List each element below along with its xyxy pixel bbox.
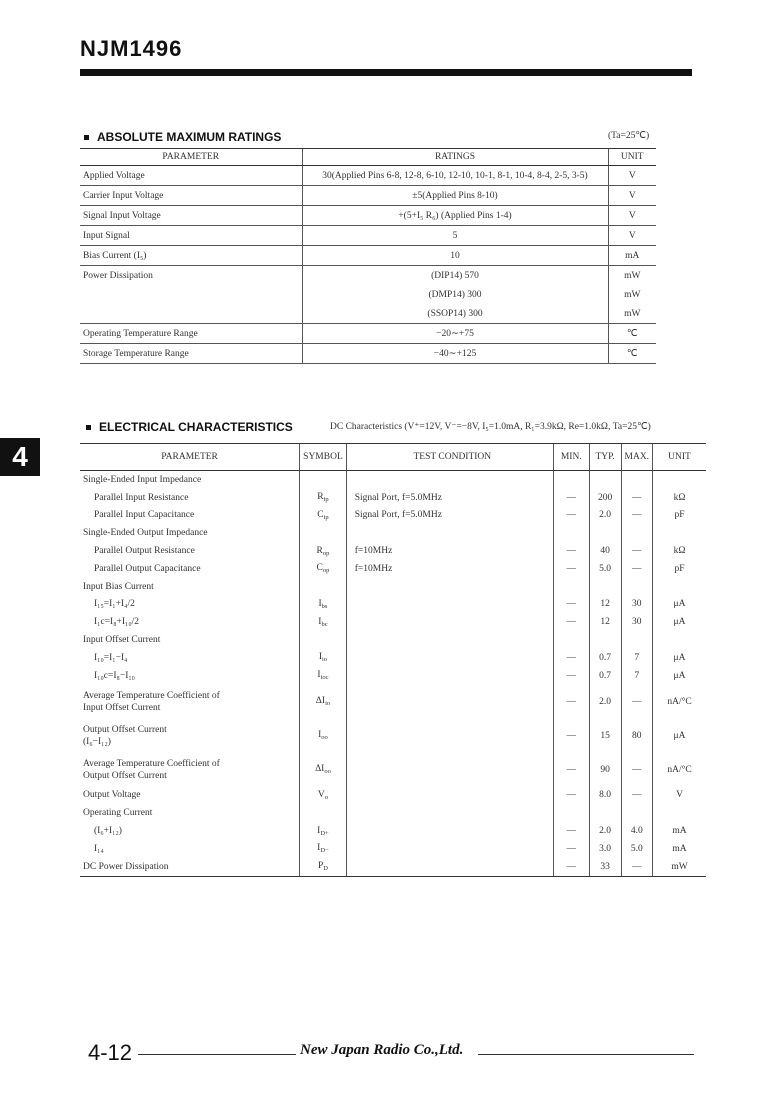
amr-cell-parameter: Signal Input Voltage	[80, 206, 302, 226]
ec-cell-condition	[346, 840, 553, 858]
ec-section-title	[86, 420, 293, 434]
ec-cell-typ	[589, 524, 621, 542]
ec-cell-max: —	[621, 787, 653, 805]
symbol-subscript: ioc	[320, 674, 329, 682]
amr-cell-parameter: Operating Temperature Range	[80, 324, 302, 344]
ec-cell-condition: Signal Port, f=5.0MHz	[346, 489, 553, 507]
ec-cell-max: —	[621, 507, 653, 525]
symbol-main: I	[318, 730, 322, 741]
amr-cell-unit: mW	[608, 304, 656, 324]
ec-row	[80, 649, 706, 667]
ec-cell-parameter: Output Voltage	[83, 790, 141, 801]
page-number: 4-12	[88, 1040, 133, 1065]
absolute-maximum-ratings-table	[80, 148, 656, 364]
ec-cell-max: 4.0	[621, 822, 653, 840]
ec-cell-min: —	[553, 822, 589, 840]
amr-cell-parameter: Applied Voltage	[80, 166, 302, 186]
ec-cell-unit: nA/°C	[653, 753, 706, 787]
ec-row	[80, 753, 706, 787]
symbol-main: I	[318, 652, 322, 663]
amr-cell-unit: mW	[608, 285, 656, 304]
ec-cell-condition: f=10MHz	[346, 542, 553, 560]
ec-cell-parameter: DC Power Dissipation	[80, 858, 300, 876]
ec-cell-condition	[346, 667, 553, 685]
ec-cell-parameter: Operating Current	[83, 808, 153, 819]
amr-row	[80, 226, 656, 246]
ec-row	[80, 631, 706, 649]
chapter-tab: 4	[0, 438, 40, 476]
ec-cell-min	[553, 578, 589, 596]
ec-cell-typ: 2.0	[589, 507, 621, 525]
ec-cell-typ: 8.0	[589, 787, 621, 805]
ec-cell-symbol	[300, 840, 347, 858]
amr-cell-ratings: −20∼+75	[302, 324, 608, 344]
ec-cell-symbol	[300, 858, 347, 876]
ec-cell-condition	[346, 858, 553, 876]
ec-cell-parameter: Average Temperature Coefficient of Output Offset Current	[83, 758, 220, 781]
ec-cell-max: 7	[621, 649, 653, 667]
ec-header-parameter: PARAMETER	[80, 444, 300, 471]
ec-cell-unit: kΩ	[653, 489, 706, 507]
ec-cell-condition	[346, 471, 553, 489]
ec-cell-max: —	[621, 489, 653, 507]
ec-cell-typ: 2.0	[589, 822, 621, 840]
ec-cell-unit	[653, 804, 706, 822]
ec-cell-min: —	[553, 649, 589, 667]
amr-cell-ratings: 30(Applied Pins 6-8, 12-8, 6-10, 12-10, 10-1, 8-1, 10-4, 8-4, 2-5, 3-5)	[302, 166, 608, 186]
ec-cell-unit: mA	[653, 822, 706, 840]
ec-cell-condition	[346, 685, 553, 719]
ec-cell-min	[553, 471, 589, 489]
symbol-main: V	[317, 789, 325, 800]
symbol-subscript: op	[322, 549, 330, 557]
ec-cell-unit	[653, 631, 706, 649]
ec-row	[80, 804, 706, 822]
symbol-main: I	[318, 616, 322, 627]
ec-cell-symbol	[300, 524, 347, 542]
square-bullet-icon	[86, 425, 91, 430]
ec-cell-condition	[346, 787, 553, 805]
ec-row	[80, 719, 706, 753]
symbol-main: ΔI	[315, 696, 326, 707]
header-rule	[80, 69, 692, 76]
ec-cell-unit: μA	[653, 596, 706, 614]
symbol-subscript: io	[325, 700, 331, 708]
ec-cell-symbol	[300, 822, 347, 840]
ec-cell-parameter: Parallel Output Capacitance	[94, 563, 201, 574]
ec-cell-typ: 12	[589, 596, 621, 614]
ec-cell-typ: 33	[589, 858, 621, 876]
ec-cell-typ: 5.0	[589, 560, 621, 578]
ec-cell-typ: 90	[589, 753, 621, 787]
company-logo-text: New Japan Radio Co.,Ltd.	[300, 1042, 464, 1058]
amr-cell-ratings: (SSOP14) 300	[302, 304, 608, 324]
ec-cell-condition	[346, 804, 553, 822]
symbol-main: R	[317, 492, 324, 503]
symbol-subscript: op	[322, 567, 330, 575]
ec-cell-parameter: Parallel Output Resistance	[94, 546, 195, 557]
symbol-main: I	[317, 825, 321, 836]
ec-row	[80, 822, 706, 840]
ec-cell-condition	[346, 719, 553, 753]
amr-condition: (Ta=25℃)	[608, 131, 650, 141]
ec-cell-max: —	[621, 542, 653, 560]
amr-row	[80, 285, 656, 304]
ec-cell-min: —	[553, 596, 589, 614]
ec-cell-typ: 0.7	[589, 667, 621, 685]
amr-cell-ratings: +(5+I₅ R₆) (Applied Pins 1-4)	[302, 206, 608, 226]
ec-cell-max: —	[621, 858, 653, 876]
ec-cell-unit: μA	[653, 649, 706, 667]
amr-cell-unit: V	[608, 166, 656, 186]
symbol-main: C	[317, 509, 324, 520]
ec-cell-parameter: I₁₀=I₁−I₄	[94, 652, 128, 663]
ec-cell-symbol	[300, 613, 347, 631]
ec-row	[80, 840, 706, 858]
ec-cell-symbol	[300, 719, 347, 753]
ec-cell-max	[621, 524, 653, 542]
ec-cell-min: —	[553, 858, 589, 876]
amr-section-title	[84, 130, 281, 144]
ec-cell-condition	[346, 613, 553, 631]
ec-cell-typ: 3.0	[589, 840, 621, 858]
amr-row	[80, 246, 656, 266]
amr-cell-ratings: (DIP14) 570	[302, 266, 608, 286]
symbol-main: P	[317, 861, 324, 872]
ec-cell-min: —	[553, 787, 589, 805]
ec-cell-condition	[346, 649, 553, 667]
ec-row	[80, 613, 706, 631]
ec-cell-unit	[653, 524, 706, 542]
symbol-subscript: ip	[323, 496, 329, 504]
amr-cell-parameter: Bias Current (I₅)	[80, 246, 302, 266]
ec-cell-min	[553, 631, 589, 649]
ec-cell-symbol	[300, 753, 347, 787]
ec-cell-max: —	[621, 753, 653, 787]
ec-cell-parameter: I₁c=I₈+I₁₀/2	[94, 617, 140, 628]
ec-cell-unit: kΩ	[653, 542, 706, 560]
ec-cell-condition	[346, 524, 553, 542]
ec-cell-symbol	[300, 685, 347, 719]
ec-cell-max: —	[621, 685, 653, 719]
symbol-main: I	[317, 843, 321, 854]
ec-cell-condition: f=10MHz	[346, 560, 553, 578]
amr-cell-unit: mW	[608, 266, 656, 286]
amr-cell-parameter	[80, 304, 302, 324]
ec-cell-min	[553, 804, 589, 822]
ec-header-unit: UNIT	[653, 444, 706, 471]
ec-cell-min: —	[553, 613, 589, 631]
ec-cell-min: —	[553, 685, 589, 719]
ec-header-typ: TYP.	[589, 444, 621, 471]
ec-cell-condition: Signal Port, f=5.0MHz	[346, 507, 553, 525]
ec-cell-max: 30	[621, 596, 653, 614]
ec-cell-symbol	[300, 596, 347, 614]
amr-header-ratings: RATINGS	[302, 149, 608, 166]
ec-row	[80, 787, 706, 805]
amr-row	[80, 186, 656, 206]
ec-cell-condition	[346, 822, 553, 840]
ec-cell-condition	[346, 753, 553, 787]
ec-cell-unit: mW	[653, 858, 706, 876]
ec-cell-symbol	[300, 649, 347, 667]
ec-cell-condition	[346, 578, 553, 596]
amr-row	[80, 266, 656, 286]
amr-cell-ratings: −40∼+125	[302, 344, 608, 364]
ec-cell-symbol	[300, 471, 347, 489]
ec-row	[80, 542, 706, 560]
ec-cell-min: —	[553, 489, 589, 507]
ec-cell-symbol	[300, 787, 347, 805]
symbol-subscript: o	[324, 793, 329, 801]
amr-row	[80, 166, 656, 186]
amr-cell-unit: mA	[608, 246, 656, 266]
ec-cell-parameter: Single-Ended Input Impedance	[83, 474, 202, 485]
ec-cell-symbol	[300, 667, 347, 685]
symbol-subscript: bs	[321, 602, 328, 610]
ec-cell-parameter: I₁₀c=I₈−I₁₀	[94, 670, 135, 681]
ec-cell-max: 5.0	[621, 840, 653, 858]
ec-cell-max: —	[621, 560, 653, 578]
symbol-subscript: oo	[324, 768, 331, 776]
amr-row	[80, 206, 656, 226]
symbol-main: C	[316, 563, 323, 574]
ec-cell-min: —	[553, 719, 589, 753]
ec-cell-symbol	[300, 578, 347, 596]
amr-cell-parameter: Carrier Input Voltage	[80, 186, 302, 206]
amr-cell-ratings: 5	[302, 226, 608, 246]
ec-cell-min: —	[553, 667, 589, 685]
amr-cell-ratings: (DMP14) 300	[302, 285, 608, 304]
amr-header-unit: UNIT	[608, 149, 656, 166]
ec-cell-max	[621, 631, 653, 649]
ec-cell-min: —	[553, 507, 589, 525]
square-bullet-icon	[84, 135, 89, 140]
ec-header-min: MIN.	[553, 444, 589, 471]
ec-row	[80, 507, 706, 525]
ec-cell-typ: 12	[589, 613, 621, 631]
ec-cell-symbol	[300, 507, 347, 525]
amr-cell-parameter	[80, 285, 302, 304]
ec-cell-unit: pF	[653, 507, 706, 525]
ec-cell-min: —	[553, 753, 589, 787]
ec-cell-parameter: Single-Ended Output Impedance	[83, 528, 208, 539]
amr-row	[80, 324, 656, 344]
ec-cell-typ	[589, 804, 621, 822]
ec-row	[80, 524, 706, 542]
ec-cell-parameter: Input Offset Current	[83, 635, 161, 646]
ec-cell-max	[621, 804, 653, 822]
ec-cell-min: —	[553, 840, 589, 858]
ec-row	[80, 858, 706, 876]
ec-cell-parameter: I₁₅=I₁+I₄/2	[94, 599, 135, 610]
ec-row	[80, 489, 706, 507]
symbol-main: R	[316, 545, 323, 556]
amr-cell-unit: V	[608, 226, 656, 246]
ec-title: ELECTRICAL CHARACTERISTICS	[99, 420, 293, 434]
ec-cell-typ	[589, 471, 621, 489]
ec-cell-unit: pF	[653, 560, 706, 578]
ec-cell-unit: μA	[653, 719, 706, 753]
ec-header-max: MAX.	[621, 444, 653, 471]
ec-cell-symbol	[300, 489, 347, 507]
amr-cell-parameter: Input Signal	[80, 226, 302, 246]
amr-cell-unit: V	[608, 206, 656, 226]
ec-cell-max	[621, 471, 653, 489]
ec-cell-unit: μA	[653, 613, 706, 631]
symbol-main: I	[318, 598, 322, 609]
ec-header-test-condition: TEST CONDITION	[346, 444, 553, 471]
amr-row	[80, 344, 656, 364]
ec-cell-min	[553, 524, 589, 542]
ec-cell-parameter: (I₆+I₁₂)	[94, 826, 122, 837]
ec-cell-symbol	[300, 542, 347, 560]
symbol-subscript: io	[322, 656, 328, 664]
part-number: NJM1496	[80, 36, 183, 61]
ec-cell-parameter: Input Bias Current	[83, 581, 154, 592]
ec-cell-symbol	[300, 560, 347, 578]
ec-cell-typ	[589, 578, 621, 596]
amr-row	[80, 304, 656, 324]
ec-cell-parameter: Average Temperature Coefficient of Input Offset Current	[83, 690, 220, 713]
amr-cell-unit: V	[608, 186, 656, 206]
ec-cell-typ: 15	[589, 719, 621, 753]
ec-cell-max: 80	[621, 719, 653, 753]
ec-cell-unit: V	[653, 787, 706, 805]
ec-cell-unit	[653, 578, 706, 596]
ec-cell-typ: 40	[589, 542, 621, 560]
amr-header-parameter: PARAMETER	[80, 149, 302, 166]
ec-row	[80, 596, 706, 614]
ec-row	[80, 560, 706, 578]
ec-row	[80, 578, 706, 596]
ec-cell-parameter: Output Offset Current (I₆−I₁₂)	[83, 724, 167, 747]
amr-cell-unit: ℃	[608, 344, 656, 364]
symbol-subscript: bc	[321, 620, 328, 628]
symbol-subscript: ip	[323, 513, 329, 521]
ec-row	[80, 667, 706, 685]
ec-cell-symbol	[300, 804, 347, 822]
symbol-main: ΔI	[315, 764, 325, 775]
ec-cell-typ: 2.0	[589, 685, 621, 719]
symbol-subscript: oo	[321, 734, 328, 742]
symbol-main: I	[317, 670, 321, 681]
ec-cell-parameter: Parallel Input Resistance	[94, 492, 189, 503]
ec-cell-min: —	[553, 542, 589, 560]
symbol-subscript: D	[323, 865, 328, 873]
ec-cell-unit: mA	[653, 840, 706, 858]
ec-cell-min: —	[553, 560, 589, 578]
ec-cell-max: 30	[621, 613, 653, 631]
ec-cell-typ	[589, 631, 621, 649]
ec-cell-unit: μA	[653, 667, 706, 685]
ec-header-symbol: SYMBOL	[300, 444, 347, 471]
ec-cell-condition	[346, 596, 553, 614]
ec-cell-unit	[653, 471, 706, 489]
ec-cell-symbol	[300, 631, 347, 649]
amr-cell-parameter: Power Dissipation	[83, 270, 153, 281]
ec-cell-typ: 200	[589, 489, 621, 507]
ec-condition: DC Characteristics (V⁺=12V, V⁻=−8V, I₅=1.0mA, R₁=3.9kΩ, Re=1.0kΩ, Ta=25℃)	[330, 422, 651, 432]
ec-cell-typ: 0.7	[589, 649, 621, 667]
ec-row	[80, 685, 706, 719]
footer-rule-right	[478, 1054, 694, 1055]
amr-cell-unit: ℃	[608, 324, 656, 344]
ec-cell-parameter: I₁₄	[94, 843, 104, 854]
amr-cell-parameter: Storage Temperature Range	[80, 344, 302, 364]
amr-cell-ratings: 10	[302, 246, 608, 266]
symbol-subscript: D−	[320, 847, 329, 855]
amr-title: ABSOLUTE MAXIMUM RATINGS	[97, 130, 282, 144]
electrical-characteristics-table	[80, 443, 706, 877]
ec-cell-unit: nA/°C	[653, 685, 706, 719]
footer-rule-left	[138, 1054, 296, 1055]
ec-cell-max	[621, 578, 653, 596]
ec-row	[80, 471, 706, 489]
ec-cell-max: 7	[621, 667, 653, 685]
amr-cell-ratings: ±5(Applied Pins 8-10)	[302, 186, 608, 206]
symbol-subscript: D+	[320, 829, 329, 837]
ec-cell-parameter: Parallel Input Capacitance	[94, 510, 195, 521]
ec-cell-condition	[346, 631, 553, 649]
